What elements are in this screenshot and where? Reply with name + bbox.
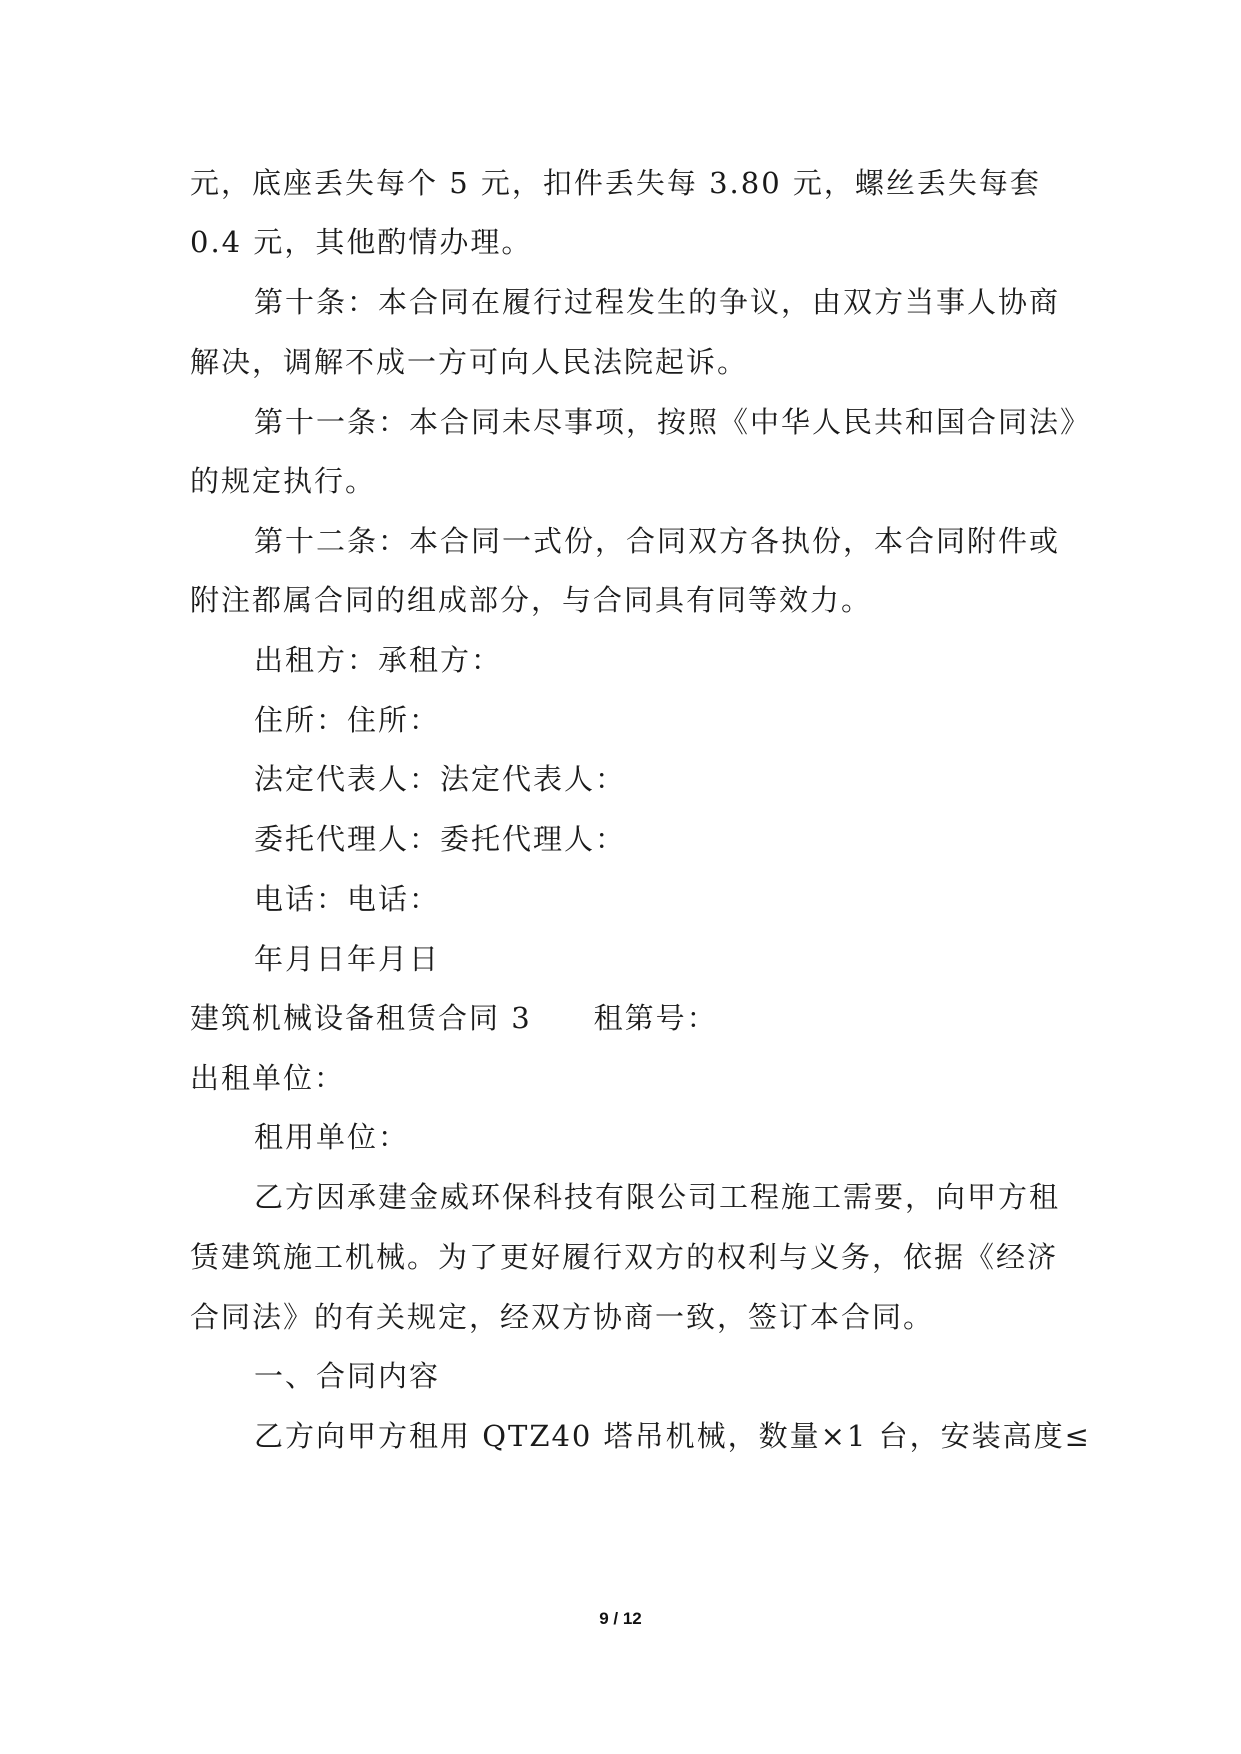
- text-line: 0.4 元，其他酌情办理。: [190, 225, 533, 259]
- text-line: 元，底座丢失每个 5 元，扣件丢失每 3.80 元，螺丝丢失每套: [190, 166, 1041, 200]
- paragraph-line: 第十条：本合同在履行过程发生的争议，由双方当事人协商: [254, 285, 1061, 319]
- text-line: 的规定执行。: [190, 464, 377, 498]
- text-line: 附注都属合同的组成部分，与合同具有同等效力。: [190, 583, 873, 617]
- text-line: 解决，调解不成一方可向人民法院起诉。: [190, 345, 749, 379]
- paragraph-line: 第十一条：本合同未尽事项，按照《中华人民共和国合同法》: [254, 405, 1092, 439]
- signature-line: 住所：住所：: [254, 703, 441, 737]
- signature-line: 委托代理人：委托代理人：: [254, 822, 627, 856]
- signature-line: 法定代表人：法定代表人：: [254, 762, 627, 796]
- section-heading: 一、合同内容: [254, 1359, 441, 1393]
- text-line: 租用单位：: [254, 1120, 410, 1154]
- text-line: 出租单位：: [190, 1061, 346, 1095]
- signature-line: 出租方：承租方：: [254, 643, 503, 677]
- date-line: 年月日年月日: [254, 942, 441, 976]
- page-number: 9 / 12: [599, 1609, 642, 1628]
- paragraph-line: 乙方向甲方租用 QTZ40 塔吊机械，数量×1 台，安装高度≤: [254, 1419, 1091, 1453]
- text-line: 合同法》的有关规定，经双方协商一致，签订本合同。: [190, 1300, 935, 1334]
- signature-line: 电话：电话：: [254, 882, 441, 916]
- text-line: 赁建筑施工机械。为了更好履行双方的权利与义务，依据《经济: [190, 1240, 1059, 1274]
- contract-heading: 建筑机械设备租赁合同 3 租第号：: [190, 1001, 718, 1035]
- paragraph-line: 乙方因承建金威环保科技有限公司工程施工需要，向甲方租: [254, 1180, 1061, 1214]
- paragraph-line: 第十二条：本合同一式份，合同双方各执份，本合同附件或: [254, 524, 1061, 558]
